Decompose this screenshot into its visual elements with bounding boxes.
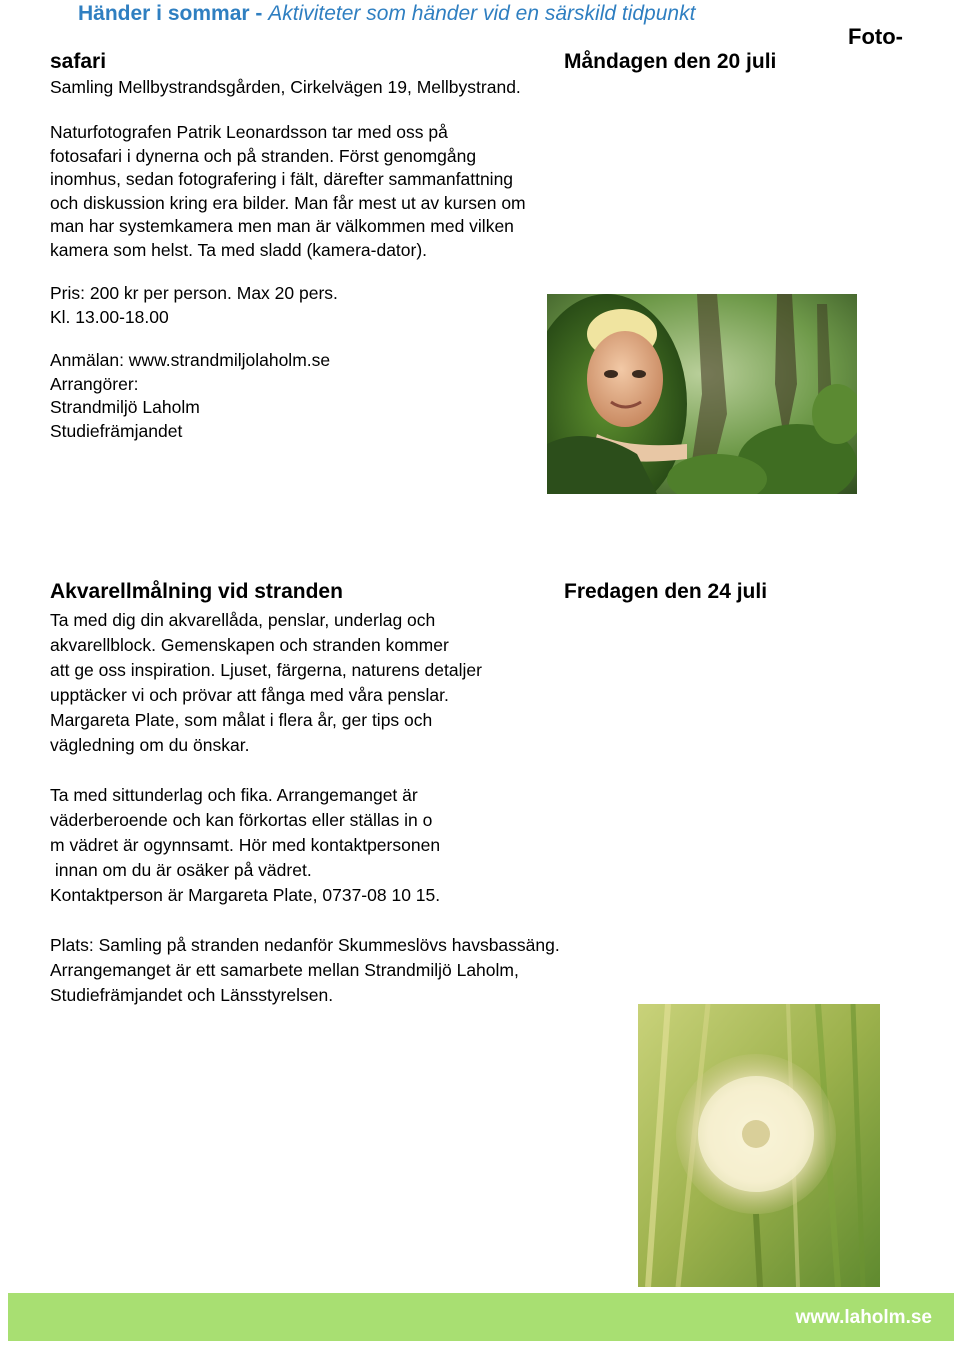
place-line: Studiefrämjandet och Länsstyrelsen. (50, 985, 334, 1005)
event1-price: Pris: 200 kr per person. Max 20 pers. (50, 283, 338, 303)
event1-signup: Anmälan: www.strandmiljolaholm.se (50, 350, 331, 370)
event1-description (50, 121, 526, 262)
event2-info (50, 783, 440, 908)
footer-bar (8, 1293, 954, 1341)
event1-price-block (50, 282, 338, 329)
desc-line: akvarellblock. Gemenskapen och stranden kommer (50, 635, 449, 655)
event1-title: safari (50, 50, 107, 73)
place-line: Arrangemanget är ett samarbete mellan Strandmiljö Laholm, (50, 960, 519, 980)
desc-line: att ge oss inspiration. Ljuset, färgerna, naturens detaljer (50, 660, 482, 680)
organizers-label: Arrangörer: (50, 373, 139, 394)
footer-url-link[interactable]: www.laholm.se (795, 1307, 932, 1328)
desc-line: Naturfotografen Patrik Leonardsson tar med oss på (50, 122, 448, 142)
info-line: Ta med sittunderlag och fika. Arrangemanget är (50, 785, 418, 805)
page-header (78, 2, 695, 26)
event2-description (50, 608, 482, 758)
event2-date: Fredagen den 24 juli (564, 580, 768, 603)
photographer-photo (547, 294, 857, 494)
event1-signup-block (50, 349, 330, 443)
header-subtitle: Aktiviteter som händer vid en särskild tidpunkt (268, 2, 696, 25)
info-line: väderberoende och kan förkortas eller ställas in o (50, 810, 433, 830)
desc-line: Margareta Plate, som målat i flera år, ger tips och (50, 710, 433, 730)
desc-line: inomhus, sedan fotografering i fält, därefter sammanfattning (50, 169, 514, 189)
event1-title-corner: Foto- (848, 24, 903, 49)
desc-line: Ta med dig din akvarellåda, penslar, underlag och (50, 610, 436, 630)
desc-line: kamera som helst. Ta med sladd (kamera-dator). (50, 239, 428, 260)
info-line: Kontaktperson är Margareta Plate, 0737-08 10 15. (50, 885, 441, 905)
info-line: m vädret är ogynnsamt. Hör med kontaktpersonen (50, 835, 441, 855)
desc-line: man har systemkamera men man är välkommen med vilken (50, 216, 514, 236)
dandelion-painting (638, 1004, 880, 1287)
event1-time: Kl. 13.00-18.00 (50, 306, 169, 327)
event1-date: Måndagen den 20 juli (564, 50, 777, 73)
event1-meeting: Samling Mellbystrandsgården, Cirkelvägen 19, Mellbystrand. (50, 77, 521, 97)
desc-line: upptäcker vi och prövar att fånga med våra penslar. (50, 685, 449, 705)
desc-line: vägledning om du önskar. (50, 735, 250, 755)
header-prefix: Händer i sommar - (78, 2, 269, 25)
info-line: innan om du är osäker på vädret. (50, 860, 312, 880)
organizer: Studiefrämjandet (50, 420, 183, 441)
desc-line: och diskussion kring era bilder. Man får mest ut av kursen om (50, 192, 526, 213)
organizer: Strandmiljö Laholm (50, 397, 200, 417)
event2-place (50, 933, 560, 1008)
desc-line: fotosafari i dynerna och på stranden. Först genomgång (50, 145, 477, 166)
event2-title: Akvarellmålning vid stranden (50, 580, 343, 603)
place-line: Plats: Samling på stranden nedanför Skummeslövs havsbassäng. (50, 935, 560, 955)
